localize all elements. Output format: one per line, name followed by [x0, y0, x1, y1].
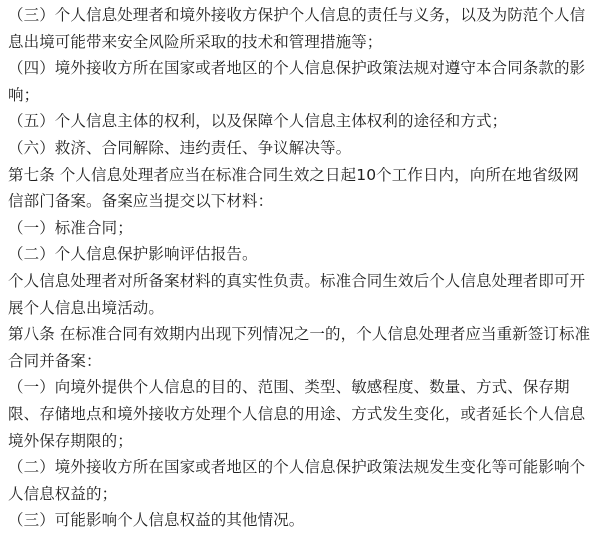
- paragraph-article8-item1: （一）向境外提供个人信息的目的、范围、类型、敏感程度、数量、方式、保存期限、存储地点和境外接收方处理个人信息的用途、方式发生变化，或者延长个人信息境外保存期限的；: [8, 378, 586, 450]
- paragraph-article7-responsibility: 个人信息处理者对所备案材料的真实性负责。标准合同生效后个人信息处理者即可开展个人信息出境活动。: [8, 271, 586, 317]
- paragraph-article8: 第八条 在标准合同有效期内出现下列情况之一的，个人信息处理者应当重新签订标准合同并备案：: [8, 325, 591, 370]
- paragraph-article7-item2: （二）个人信息保护影响评估报告。: [8, 245, 258, 264]
- paragraph-article6-item4: （四）境外接收方所在国家或者地区的个人信息保护政策法规对遵守本合同条款的影响；: [8, 59, 586, 104]
- paragraph-article8-item2: （二）境外接收方所在国家或者地区的个人信息保护政策法规发生变化等可能影响个人信息权益的；: [8, 458, 586, 503]
- paragraph-article6-item6: （六）救济、合同解除、违约责任、争议解决等。: [8, 138, 352, 157]
- paragraph-article7: 第七条 个人信息处理者应当在标准合同生效之日起10个工作日内，向所在地省级网信部门备案。备案应当提交以下材料：: [8, 165, 579, 211]
- paragraph-article8-item3: （三）可能影响个人信息权益的其他情况。: [8, 511, 305, 530]
- paragraph-article6-item5: （五）个人信息主体的权利，以及保障个人信息主体权利的途径和方式；: [8, 112, 508, 131]
- paragraph-article7-item1: （一）标准合同；: [8, 218, 133, 237]
- paragraph-article6-item3: （三）个人信息处理者和境外接收方保护个人信息的责任与义务，以及为防范个人信息出境可能带来安全风险所采取的技术和管理措施等；: [8, 6, 586, 51]
